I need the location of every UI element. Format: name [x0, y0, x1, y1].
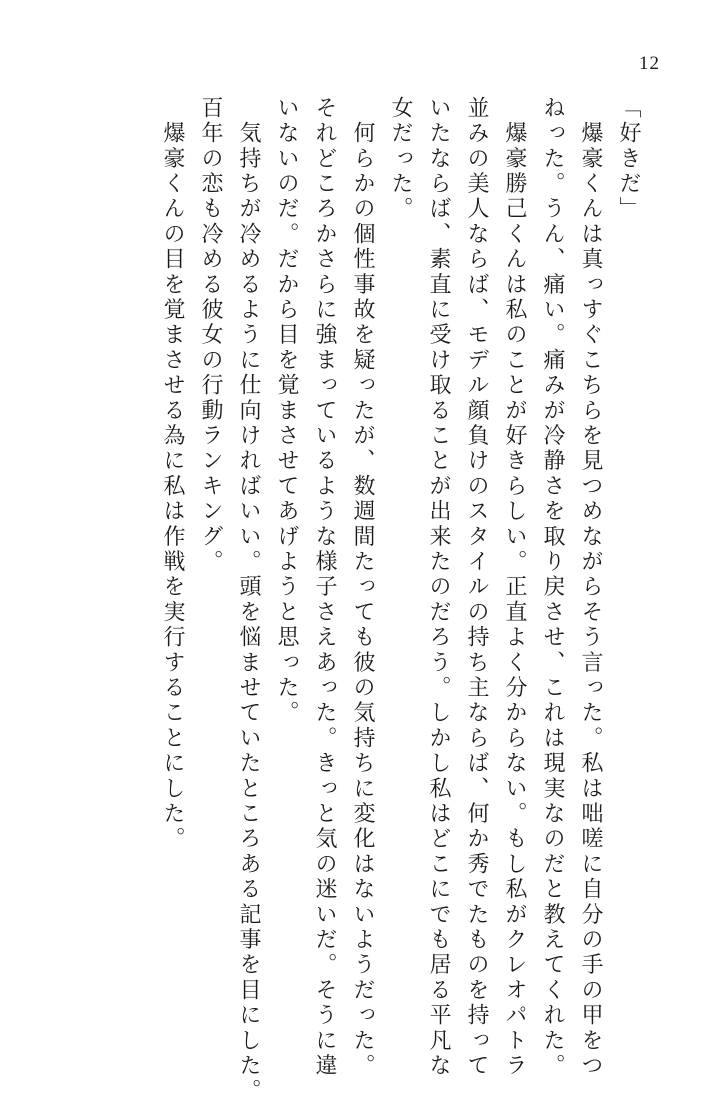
novel-body-text: [153, 96, 647, 1104]
text-line: 女だった。: [388, 96, 413, 222]
text-line: 爆豪くんは真っすぐこちらを見つめながらそう言った。私は咄嗟に自分の手の甲をつ: [578, 96, 603, 1079]
text-line: 百年の恋も冷める彼女の行動ランキング。: [198, 96, 223, 575]
text-line: 気持ちが冷めるように仕向ければいい。頭を悩ませていたところある記事を目にした。: [236, 96, 261, 1104]
text-line: 何らかの個性事故を疑ったが、数週間たっても彼の気持ちに変化はないようだった。: [350, 96, 375, 1079]
page-number: 12: [639, 53, 660, 74]
text-line: いたならば、素直に受け取ることが出来たのだろう。しかし私はどこにでも居る平凡な: [426, 96, 451, 1079]
text-line: 「好きだ」: [616, 96, 641, 222]
text-line: 並みの美人ならば、モデル顔負けのスタイルの持ち主ならば、何か秀でたものを持って: [464, 96, 489, 1079]
text-line: いないのだ。だから目を覚まさせてあげようと思った。: [274, 96, 299, 726]
text-line: 爆豪くんの目を覚まさせる為に私は作戦を実行することにした。: [160, 96, 185, 852]
text-line: 爆豪勝己くんは私のことが好きらしい。正直よく分からない。もし私がクレオパトラ: [502, 96, 527, 1079]
text-line: ねった。うん、痛い。痛みが冷静さを取り戻させ、これは現実なのだと教えてくれた。: [540, 96, 565, 1079]
text-line: それどころかさらに強まっているような様子さえあった。きっと気の迷いだ。そうに違: [312, 96, 337, 1079]
